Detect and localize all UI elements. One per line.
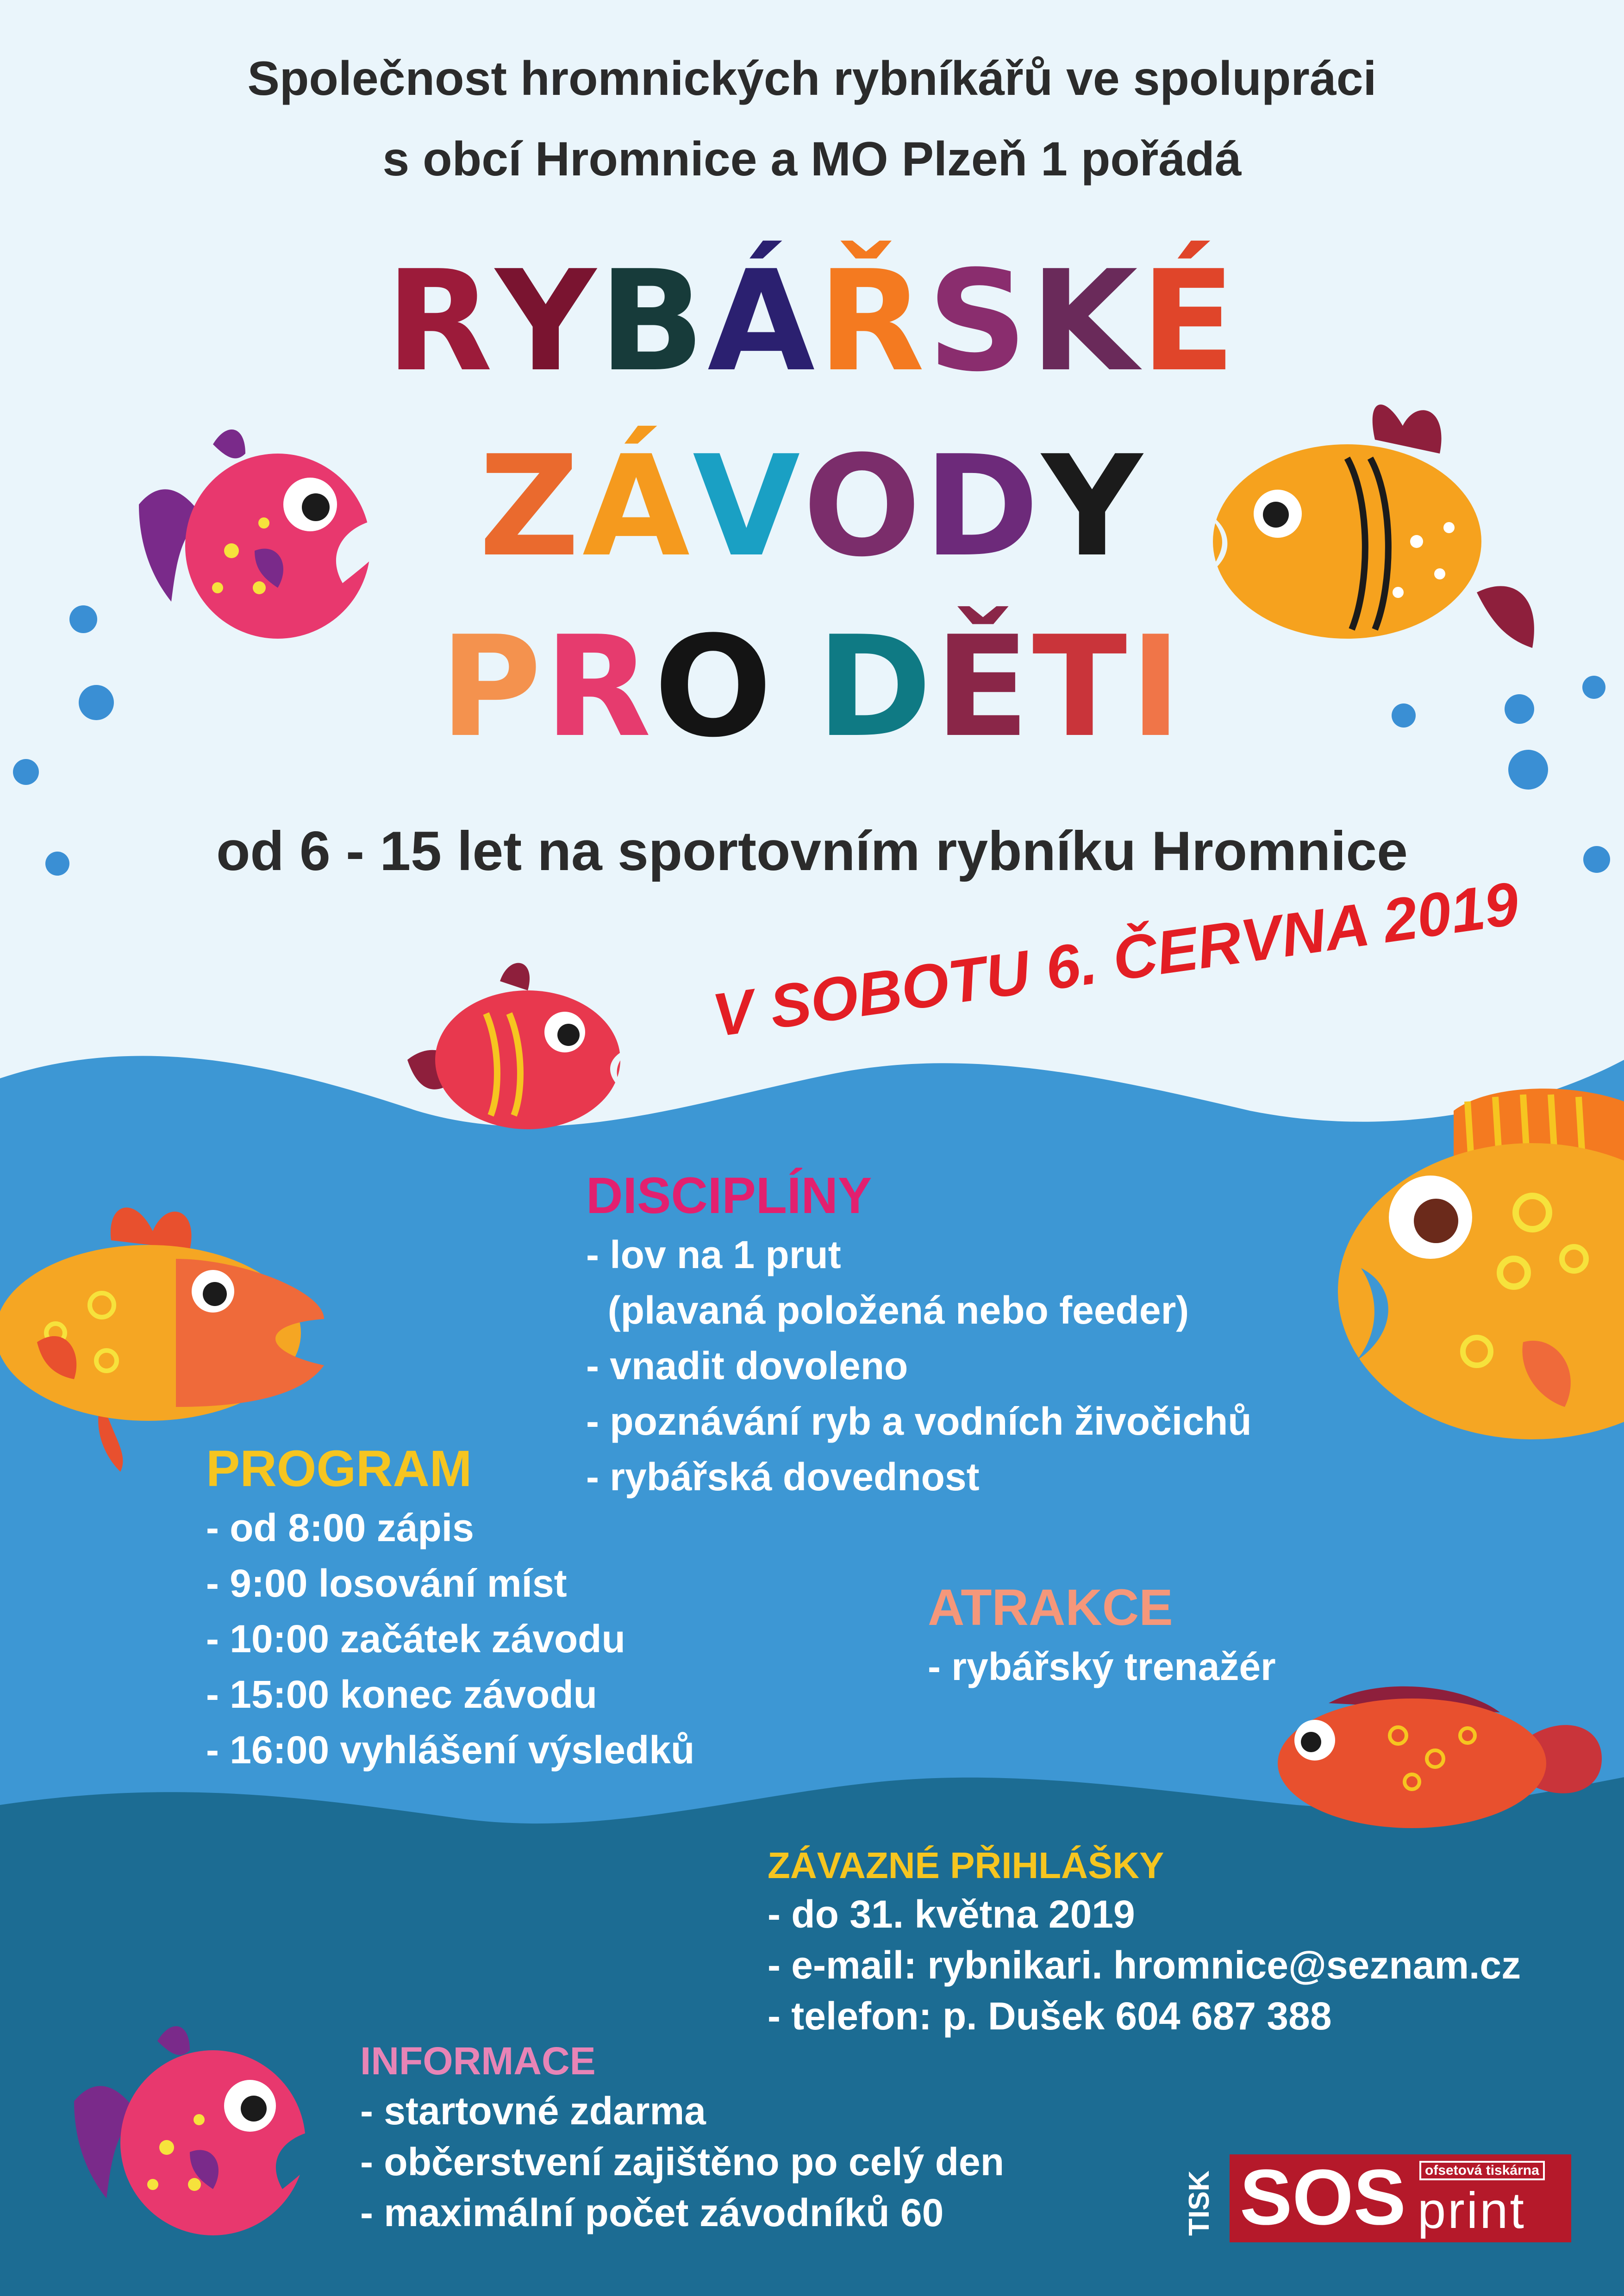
title-letter: P — [439, 606, 544, 768]
attractions-list — [928, 1639, 1276, 1694]
info-section — [360, 2039, 1004, 2238]
program-list — [206, 1500, 694, 1778]
title-letter: Y — [1042, 426, 1145, 587]
title-letter: B — [599, 241, 708, 402]
printer-sos: SOS — [1240, 2153, 1406, 2241]
title-line-1 — [0, 241, 1624, 402]
title-letter: Ř — [818, 241, 928, 402]
title-letter: O — [803, 426, 924, 587]
title-letter: O — [654, 606, 775, 768]
title-letter: D — [816, 606, 935, 768]
program-item: - 10:00 začátek závodu — [206, 1617, 625, 1661]
title-letter: Ě — [934, 606, 1032, 768]
info-item: - maximální počet závodníků 60 — [360, 2191, 944, 2234]
disciplines-item: - poznávání ryb a vodních živočichů — [586, 1400, 1252, 1443]
printer-logo — [1185, 2154, 1574, 2247]
printer-tisk: TISK — [1183, 2170, 1216, 2236]
program-item: - 9:00 losování míst — [206, 1562, 567, 1605]
disciplines-item: - vnadit dovoleno — [586, 1344, 908, 1388]
logo-box — [1230, 2154, 1571, 2242]
title-letter: S — [927, 241, 1031, 402]
attractions-title: ATRAKCE — [928, 1579, 1173, 1636]
title-letter: T — [1032, 606, 1130, 768]
registration-item: - do 31. května 2019 — [768, 1892, 1135, 1936]
title-letter: V — [693, 426, 803, 587]
program-item: - 16:00 vyhlášení výsledků — [206, 1728, 695, 1772]
title-letter: R — [544, 606, 654, 768]
printer-print: print — [1418, 2182, 1526, 2239]
info-title: INFORMACE — [360, 2039, 596, 2083]
fish-illustration — [65, 2009, 324, 2249]
title-letter: Y — [495, 241, 599, 402]
attractions-item: - rybářský trenažér — [928, 1645, 1276, 1688]
program-item: - od 8:00 zápis — [206, 1506, 474, 1549]
registration-item: - telefon: p. Dušek 604 687 388 — [768, 1994, 1332, 2038]
fish-illustration — [0, 1185, 333, 1481]
fish-illustration — [1259, 1675, 1602, 1842]
program-item: - 15:00 konec závodu — [206, 1673, 597, 1716]
title-letter: D — [924, 426, 1042, 587]
title-letter: I — [1130, 606, 1185, 768]
title-letter: K — [1030, 241, 1141, 402]
info-item: - startovné zdarma — [360, 2089, 706, 2133]
program-title: PROGRAM — [206, 1440, 472, 1497]
subtitle: od 6 - 15 let na sportovním rybníku Hromnice — [216, 820, 1408, 882]
registration-section — [768, 1844, 1521, 2041]
disciplines-item: (plavaná položená nebo feeder) — [586, 1288, 1189, 1332]
fish-illustration — [125, 412, 394, 653]
info-list — [360, 2085, 1004, 2238]
title-letter: R — [386, 241, 496, 402]
title-letter: É — [1140, 241, 1238, 402]
program-section — [206, 1439, 694, 1778]
disciplines-item: - rybářská dovednost — [586, 1455, 980, 1499]
info-item: - občerstvení zajištěno po celý den — [360, 2140, 1005, 2184]
header-line-1: Společnost hromnických rybníkářů ve spolupráci — [247, 52, 1377, 106]
organizer-header — [0, 52, 1624, 186]
registration-item: - e-mail: rybnikari. hromnice@seznam.cz — [768, 1943, 1521, 1987]
title-letter: Á — [707, 241, 818, 402]
disciplines-title: DISCIPLÍNY — [586, 1167, 872, 1224]
registration-title: ZÁVAZNÉ PŘIHLÁŠKY — [768, 1845, 1164, 1886]
title-letter: Á — [582, 426, 693, 587]
attractions-section — [928, 1578, 1276, 1694]
fish-illustration — [1199, 389, 1551, 694]
printer-tagline: ofsetová tiskárna — [1419, 2161, 1545, 2180]
disciplines-item: - lov na 1 prut — [586, 1233, 841, 1276]
fish-illustration — [1315, 1074, 1624, 1490]
registration-list — [768, 1889, 1521, 2041]
title-letter: Z — [479, 426, 582, 587]
event-date: V SOBOTU 6. ČERVNA 2019 — [708, 869, 1523, 1050]
fish-illustration — [394, 953, 634, 1148]
header-line-2: s obcí Hromnice a MO Plzeň 1 pořádá — [382, 132, 1242, 186]
